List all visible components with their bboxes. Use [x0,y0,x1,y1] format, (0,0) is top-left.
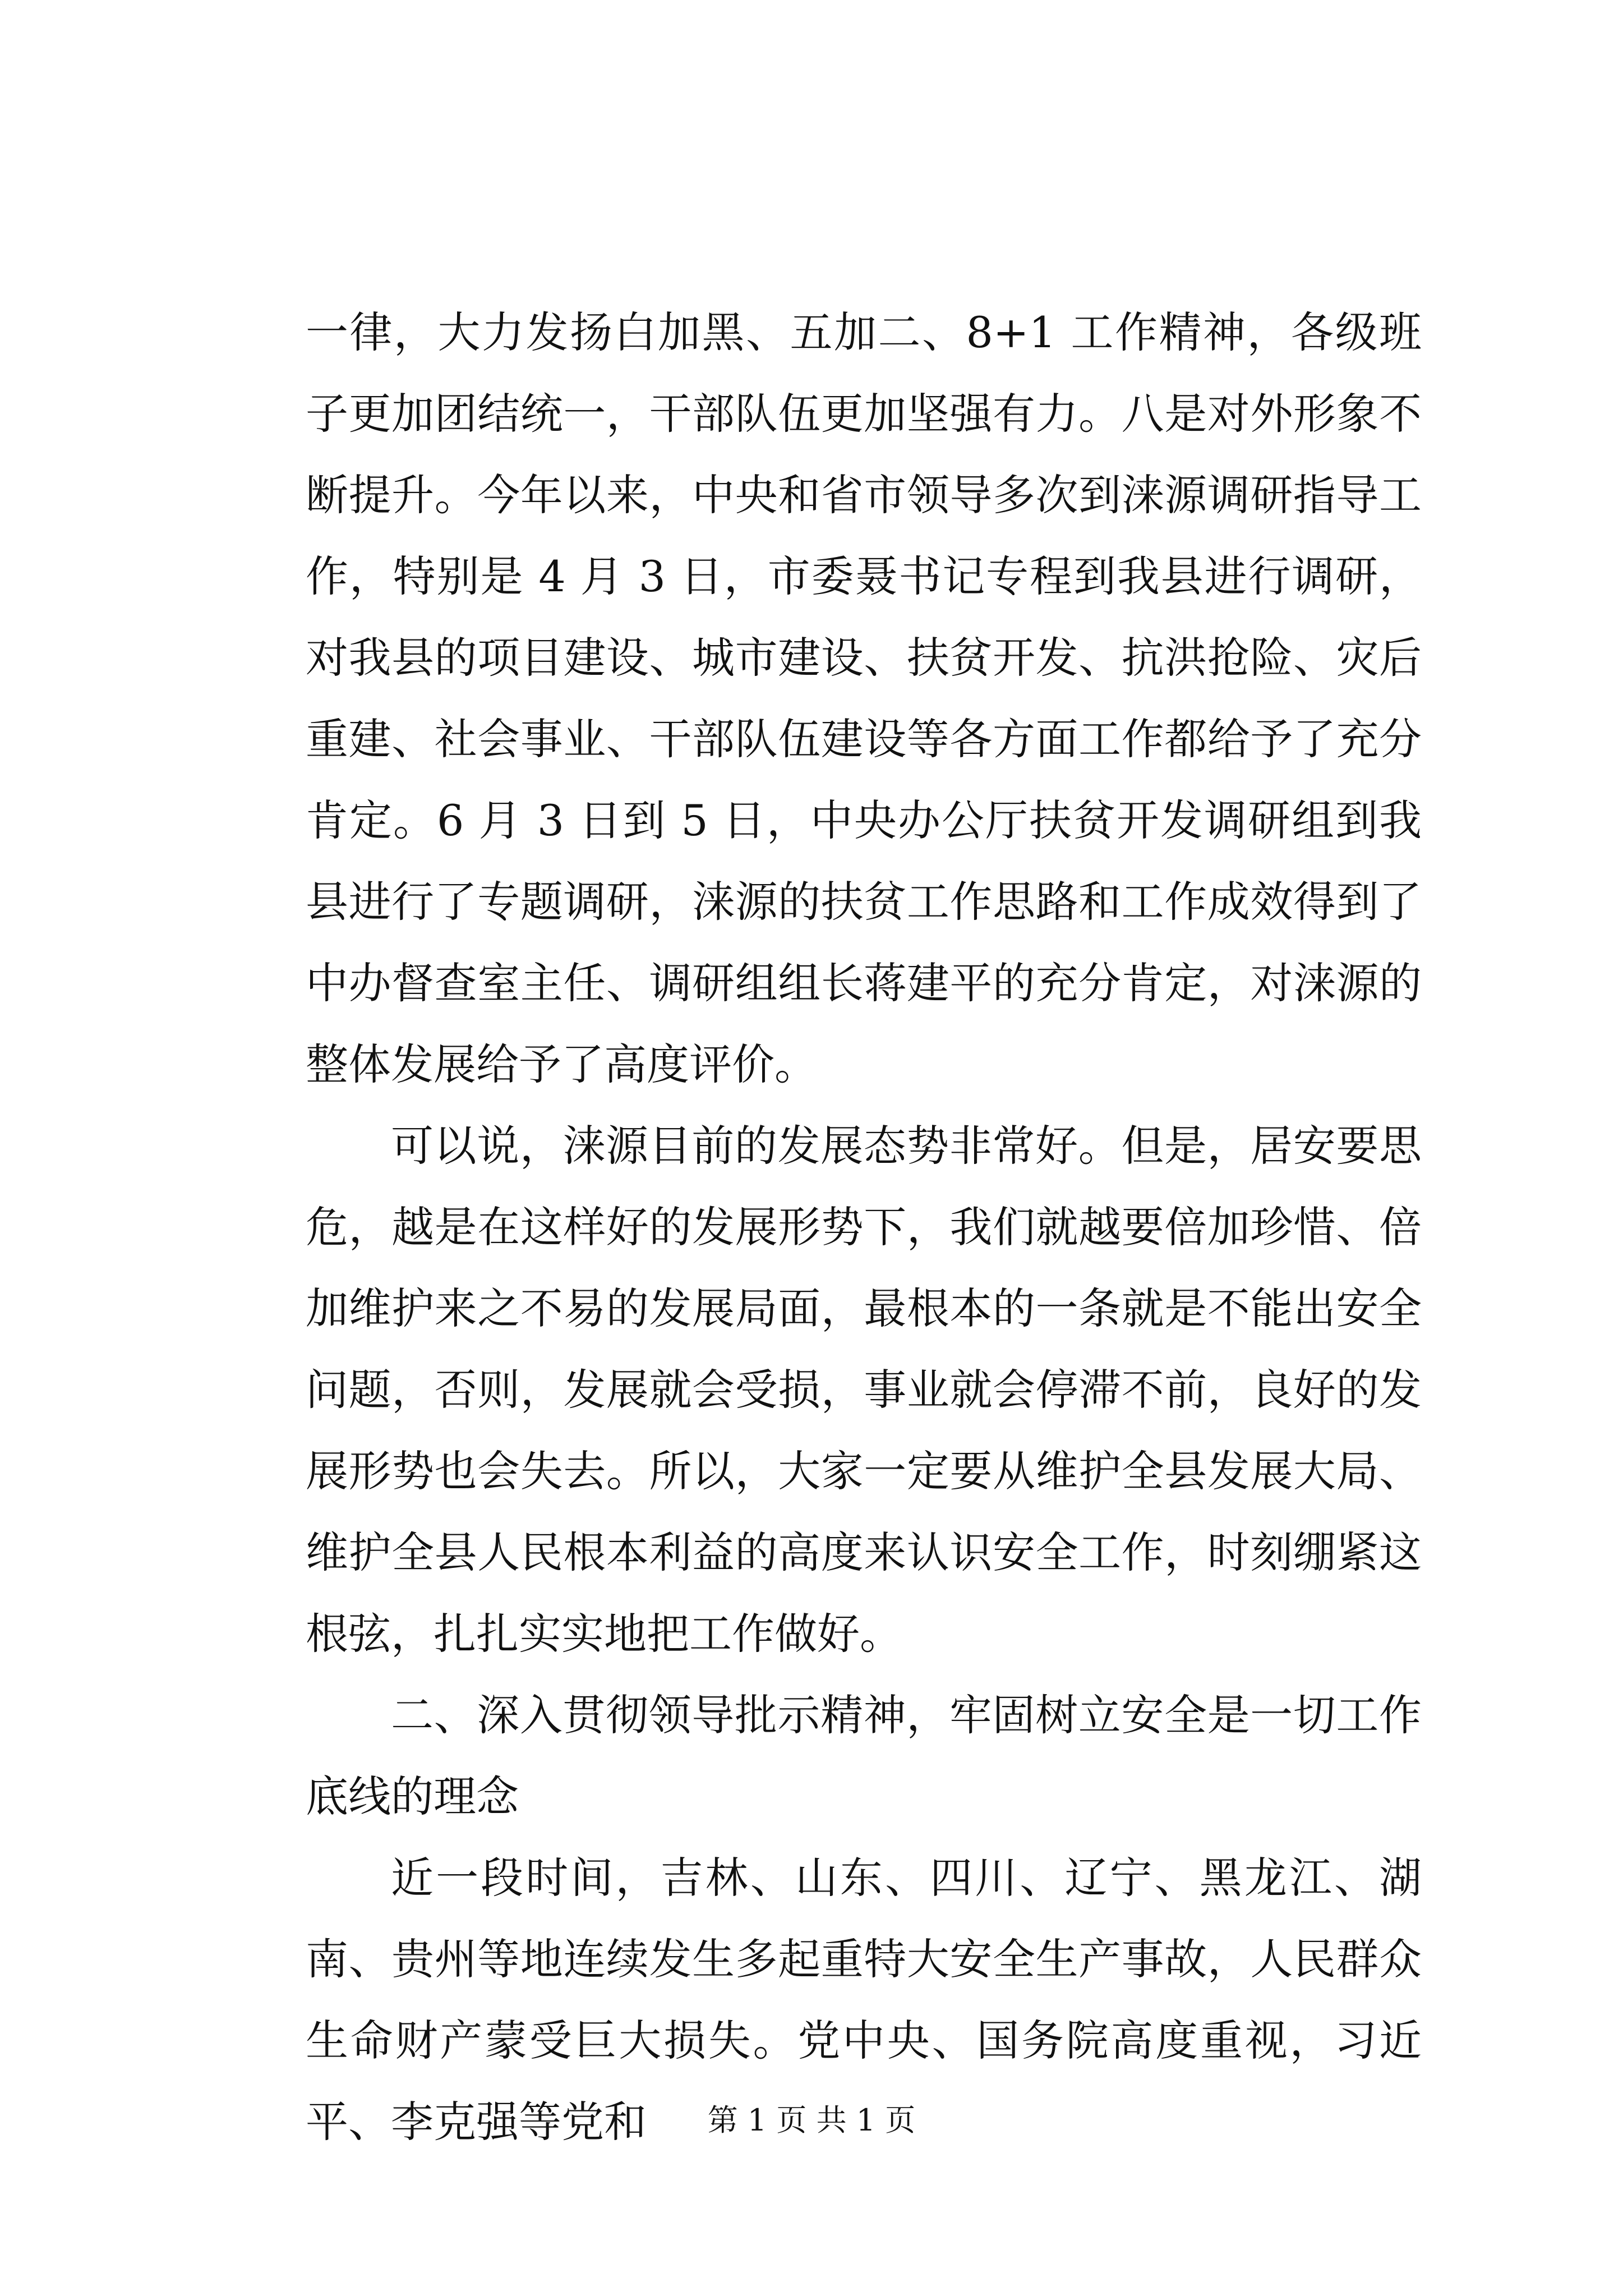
page-footer: 第 1 页 共 1 页 [707,2102,916,2138]
section-heading-2: 二、深入贯彻领导批示精神，牢固树立安全是一切工作底线的理念 [306,1690,1422,1821]
paragraph-3: 近一段时间，吉林、山东、四川、辽宁、黑龙江、湖南、贵州等地连续发生多起重特大安全生产事故，人民群众生命财产蒙受巨大损失。党中央、国务院高度重视，习近平、李克强等党和 [306,1853,1422,2147]
paragraph-2: 可以说，涞源目前的发展态势非常好。但是，居安要思危，越是在这样好的发展形势下，我们就越要倍加珍惜、倍加维护来之不易的发展局面，最根本的一条就是不能出安全问题，否则，发展就会受损，事业就会停滞不前，良好的发展形势也会失去。所以，大家一定要从维护全县发展大局、维护全县人民根本利益的高度来认识安全工作，时刻绷紧这根弦，扎扎实实地把工作做好。 [306,1121,1422,1659]
paragraph-1: 一律，大力发扬白加黑、五加二、8+1 工作精神，各级班子更加团结统一，干部队伍更加坚强有力。八是对外形象不断提升。今年以来，中央和省市领导多次到涞源调研指导工作，特别是 4 月 3 日，市委聂书记专程到我县进行调研，对我县的项目建设、城市建设、扶贫开发、抗洪抢险、灾后重建、社会事业、干部队伍建设等各方面工作都给予了充分肯定。6 月 3 日到 5 日，中央办公厅扶贫开发调研组到我县进行了专题调研，涞源的扶贫工作思路和工作成效得到了中办督查室主任、调研组组长蒋建平的充分肯定，对涞源的整体发展给予了高度评价。 [306,307,1422,1089]
document-body [306,292,1422,2162]
